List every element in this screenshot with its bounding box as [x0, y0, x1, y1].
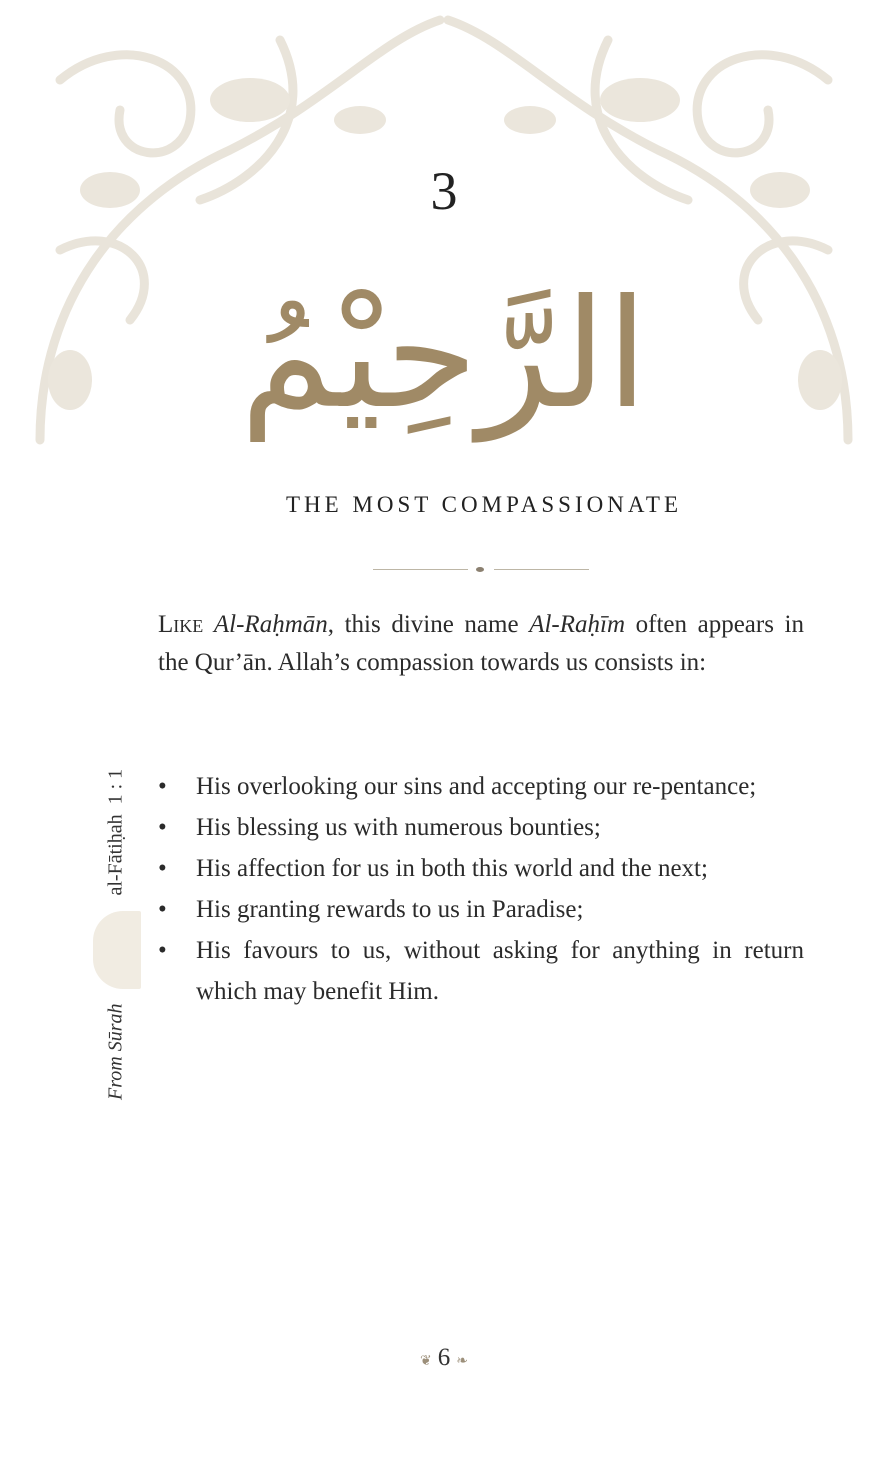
- bullet-list: [158, 766, 804, 1012]
- intro-text: often appears in the Qur’ān. Allah’s compassion towards us consists in:: [158, 611, 804, 676]
- intro-text: , this divine name: [327, 611, 530, 638]
- ornamental-divider: [373, 568, 589, 572]
- arabic-divine-name: الرَّحِيْمُ: [240, 268, 648, 442]
- mosque-window-icon: [93, 911, 141, 989]
- ornament-right-icon: ❧: [456, 1354, 468, 1369]
- name-title: THE MOST COMPASSIONATE: [285, 492, 682, 517]
- list-item: • His favours to us, without asking for anything in return which may benefit Him.: [158, 930, 804, 1012]
- side-verse: 1 : 1: [104, 768, 127, 805]
- side-running-head: [93, 769, 141, 1100]
- name-al-rahman: Al-Raḥmān: [213, 611, 328, 638]
- name-al-rahim: Al-Raḥīm: [529, 611, 626, 638]
- lead-word: Like: [158, 611, 204, 638]
- intro-paragraph: [158, 606, 804, 682]
- side-prefix: From Sūrah: [104, 1003, 127, 1100]
- list-item: • His overlooking our sins and accepting our re-pentance;: [158, 766, 804, 807]
- side-surah: al-Fātiḥah: [104, 814, 127, 896]
- list-item: • His blessing us with numerous bounties;: [158, 807, 804, 848]
- list-item: • His affection for us in both this world and the next;: [158, 848, 804, 889]
- chapter-number: 3: [430, 161, 458, 221]
- page-number-text: 6: [437, 1344, 451, 1371]
- page-number: [0, 1344, 888, 1372]
- list-item: • His granting rewards to us in Paradise;: [158, 889, 804, 930]
- ornament-left-icon: ❦: [420, 1354, 432, 1369]
